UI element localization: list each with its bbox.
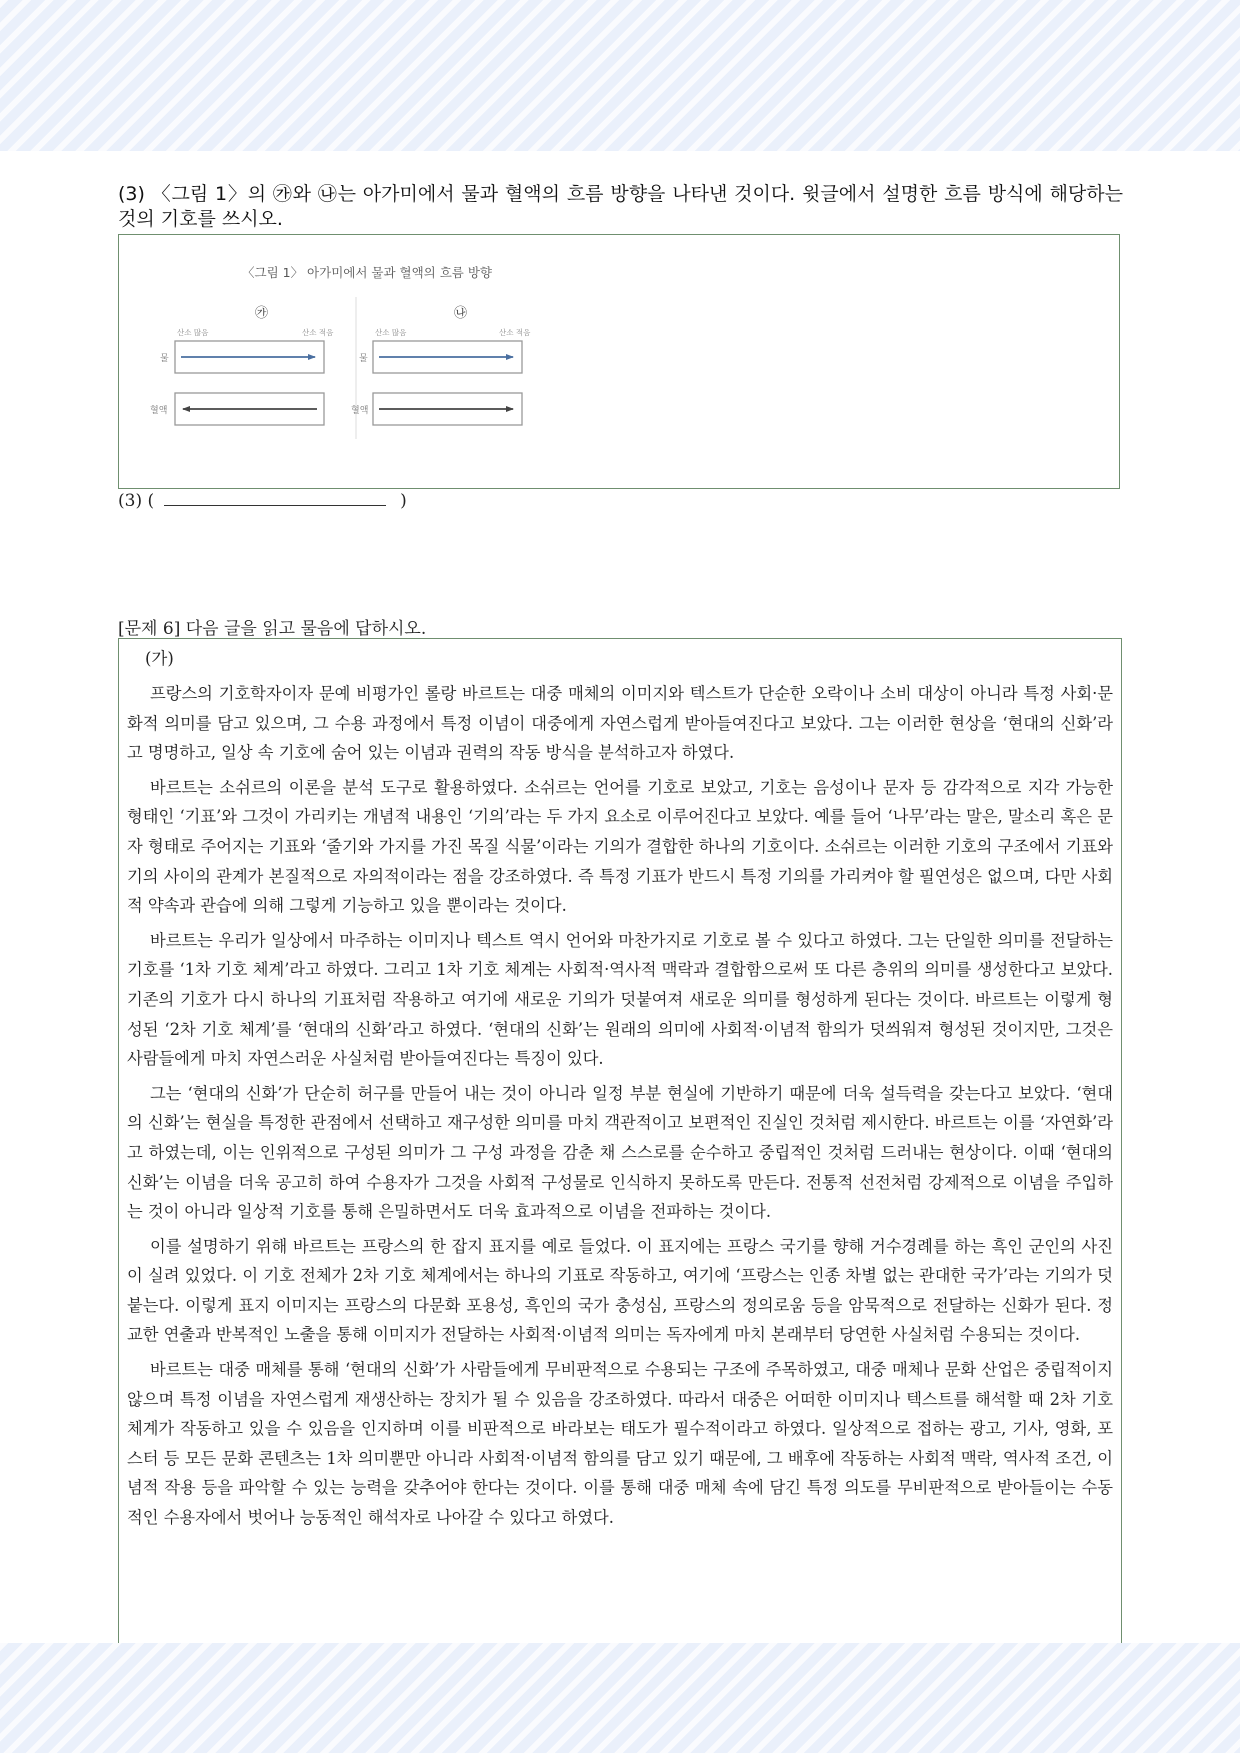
- passage-box: [118, 638, 1122, 1650]
- problem-6-heading: [문제 6] 다음 글을 읽고 물음에 답하시오.: [118, 619, 427, 639]
- question-3-answer-line: [118, 491, 407, 511]
- gill-flow-diagram: [119, 235, 1119, 487]
- panel-b-oxygen-low: 산소 적음: [499, 328, 531, 337]
- passage-paragraph: 바르트는 대중 매체를 통해 ‘현대의 신화’가 사람들에게 무비판적으로 수용되는 구조에 주목하였고, 대중 매체나 문화 산업은 중립적이지 않으며 특정 이념을 자연스럽게 재생산하는 장치가 될 수 있음을 강조하였다. 따라서 대중은 어떠한 이미지나 텍스트를 해석할 때 2차 기호 체계가 작동하고 있을 수 있음을 인지하며 이를 비판적으로 바라보는 태도가 필수적이라고 하였다. 일상적으로 접하는 광고, 기사, 영화, 포스터 등 모든 문화 콘텐츠는 1차 의미뿐만 아니라 사회적·이념적 함의를 담고 있기 때문에, 그 배후에 작동하는 사회적 맥락, 역사적 조건, 이념적 작용 등을 파악할 수 있는 능력을 갖추어야 한다는 것이다. 이를 통해 대중 매체 속에 담긴 특정 의도를 무비판적으로 받아들이는 수동적인 수용자에서 벗어나 능동적인 해석자로 나아갈 수 있다고 하였다.: [127, 1360, 1113, 1528]
- panel-b-label: ㉯: [454, 306, 468, 321]
- figure-caption: 〈그림 1〉 아가미에서 물과 혈액의 흐름 방향: [242, 265, 492, 280]
- panel-a-water-label: 물: [160, 354, 169, 364]
- panel-b-oxygen-high: 산소 많음: [375, 328, 407, 337]
- passage-body: [127, 679, 1113, 1538]
- panel-b-water-label: 물: [359, 354, 368, 364]
- figure-1-box: [118, 234, 1120, 489]
- answer-blank[interactable]: [164, 491, 386, 506]
- panel-a-oxygen-low: 산소 적음: [302, 328, 334, 337]
- panel-a-blood-label: 혈액: [150, 406, 168, 416]
- passage-paragraph: 바르트는 소쉬르의 이론을 분석 도구로 활용하였다. 소쉬르는 언어를 기호로 보았고, 기호는 음성이나 문자 등 감각적으로 지각 가능한 형태인 ‘기표’와 그것이 가리키는 개념적 내용인 ‘기의’라는 두 가지 요소로 이루어진다고 보았다. 예를 들어 ‘나무’라는 말은, 말소리 혹은 문자 형태로 주어지는 기표와 ‘줄기와 가지를 가진 목질 식물’이라는 기의가 결합한 하나의 기호이다. 소쉬르는 이러한 기호의 구조에서 기표와 기의 사이의 관계가 본질적으로 자의적이라는 점을 강조하였다. 즉 특정 기표가 반드시 특정 기의를 가리켜야 할 필연성은 없으며, 다만 사회적 약속과 관습에 의해 그렇게 기능하고 있을 뿐이라는 것이다.: [127, 777, 1113, 916]
- passage-paragraph: 바르트는 우리가 일상에서 마주하는 이미지나 텍스트 역시 언어와 마찬가지로 기호로 볼 수 있다고 하였다. 그는 단일한 의미를 전달하는 기호를 ‘1차 기호 체계’라고 하였다. 그리고 1차 기호 체계는 사회적·역사적 맥락과 결합함으로써 또 다른 층위의 의미를 생성한다고 보았다. 기존의 기호가 다시 하나의 기표처럼 작용하고 여기에 새로운 기의가 덧붙여져 새로운 의미를 형성하게 된다는 것이다. 바르트는 이렇게 형성된 ‘2차 기호 체계’를 ‘현대의 신화’라고 하였다. ‘현대의 신화’는 원래의 의미에 사회적·이념적 함의가 덧씌워져 형성된 것이지만, 그것은 사람들에게 마치 자연스러운 사실처럼 받아들여진다는 특징이 있다.: [127, 930, 1113, 1069]
- footer-band: [0, 1643, 1240, 1753]
- passage-paragraph: 프랑스의 기호학자이자 문예 비평가인 롤랑 바르트는 대중 매체의 이미지와 텍스트가 단순한 오락이나 소비 대상이 아니라 특정 사회·문화적 의미를 담고 있으며, 그 수용 과정에서 특정 이념이 대중에게 자연스럽게 받아들여진다고 보았다. 그는 이러한 현상을 ‘현대의 신화’라고 명명하고, 일상 속 기호에 숨어 있는 이념과 권력의 작동 방식을 분석하고자 하였다.: [127, 684, 1113, 763]
- answer-open-paren: (: [147, 491, 155, 511]
- passage-paragraph: 그는 ‘현대의 신화’가 단순히 허구를 만들어 내는 것이 아니라 일정 부분 현실에 기반하기 때문에 더욱 설득력을 갖는다고 보았다. ‘현대의 신화’는 현실을 특정한 관점에서 선택하고 재구성한 의미를 마치 객관적이고 보편적인 진실인 것처럼 제시한다. 바르트는 이를 ‘자연화’라고 하였는데, 이는 인위적으로 구성된 의미가 그 구성 과정을 감춘 채 스스로를 순수하고 중립적인 것처럼 드러내는 현상이다. 이때 ‘현대의 신화’는 이념을 더욱 공고히 하여 수용자가 그것을 사회적 구성물로 인식하지 못하도록 만든다. 전통적 선전처럼 강제적으로 이념을 주입하는 것이 아니라 일상적 기호를 통해 은밀하면서도 더욱 효과적으로 이념을 전파하는 것이다.: [127, 1083, 1113, 1222]
- answer-close-paren: ): [400, 491, 407, 511]
- panel-b-blood-label: 혈액: [351, 406, 369, 416]
- answer-prefix: (3): [118, 491, 143, 511]
- question-3-prompt: (3) 〈그림 1〉의 ㉮와 ㉯는 아가미에서 물과 혈액의 흐름 방향을 나타낸 것이다. 윗글에서 설명한 흐름 방식에 해당하는 것의 기호를 쓰시오.: [118, 183, 1123, 230]
- header-band: [0, 0, 1240, 151]
- panel-a-oxygen-high: 산소 많음: [177, 328, 209, 337]
- passage-section-label: (가): [145, 649, 174, 668]
- panel-a-label: ㉮: [255, 306, 269, 321]
- passage-paragraph: 이를 설명하기 위해 바르트는 프랑스의 한 잡지 표지를 예로 들었다. 이 표지에는 프랑스 국기를 향해 거수경례를 하는 흑인 군인의 사진이 실려 있었다. 이 기호 전체가 2차 기호 체계에서는 하나의 기표로 작동하고, 여기에 ‘프랑스는 인종 차별 없는 관대한 국가’라는 기의가 덧붙는다. 이렇게 표지 이미지는 프랑스의 다문화 포용성, 흑인의 국가 충성심, 프랑스의 정의로움 등을 암묵적으로 전달하는 신화가 된다. 정교한 연출과 반복적인 노출을 통해 이미지가 전달하는 사회적·이념적 의미는 독자에게 마치 본래부터 당연한 사실처럼 수용되는 것이다.: [127, 1236, 1113, 1345]
